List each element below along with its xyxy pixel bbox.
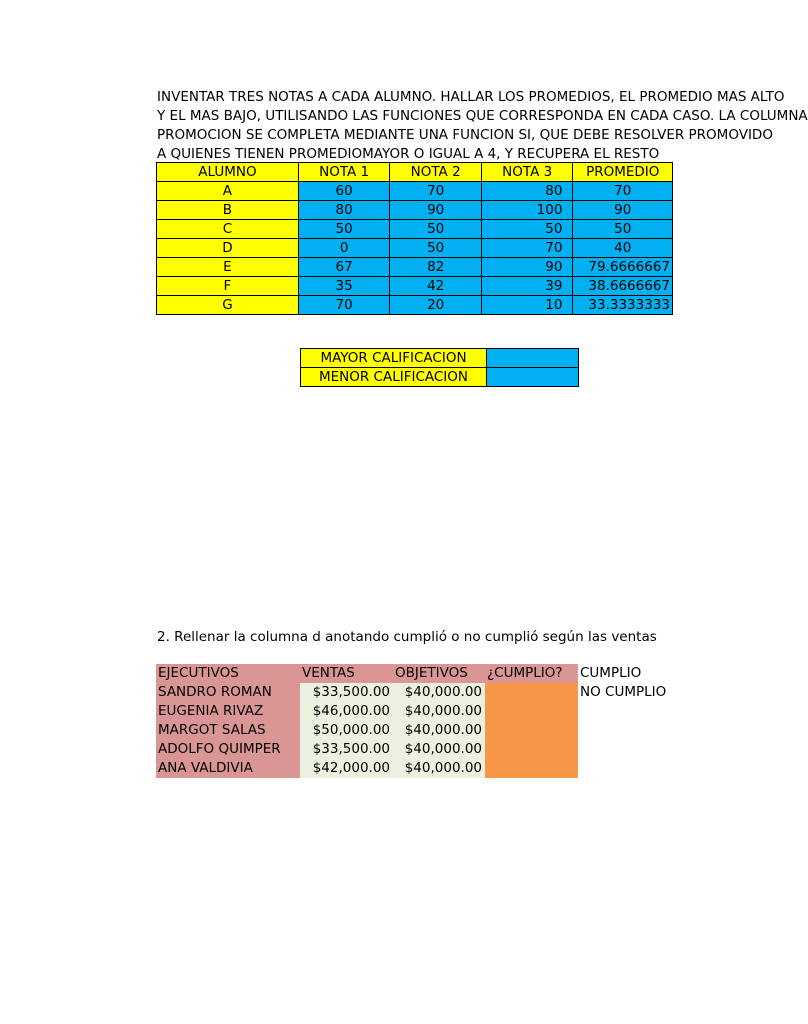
cell-nota-1[interactable]: 0 (298, 239, 390, 258)
cell-promedio[interactable]: 33.3333333 (573, 296, 673, 315)
cell-nota-1[interactable]: 80 (298, 201, 390, 220)
table-row (157, 220, 673, 239)
exercise2-instruction: 2. Rellenar la columna d anotando cumplió o no cumplió según las ventas (157, 629, 657, 645)
empty-cell[interactable] (578, 759, 673, 778)
cell-ejecutivo[interactable]: ADOLFO QUIMPER (156, 740, 300, 759)
cell-objetivo[interactable]: $40,000.00 (393, 759, 485, 778)
instruction-line-1: INVENTAR TRES NOTAS A CADA ALUMNO. HALLAR LOS PROMEDIOS, EL PROMEDIO MAS ALTO (157, 89, 785, 105)
table-row (157, 258, 673, 277)
header-nota-1[interactable]: NOTA 1 (298, 163, 390, 182)
empty-cell[interactable] (578, 740, 673, 759)
cell-nota-1[interactable]: 35 (298, 277, 390, 296)
table-row (156, 740, 673, 759)
cell-cumplio[interactable] (485, 740, 578, 759)
sales-table (156, 664, 673, 778)
grades-header-row (157, 163, 673, 182)
table-row (156, 683, 673, 702)
cell-nota-2[interactable]: 90 (390, 201, 482, 220)
cell-ventas[interactable]: $33,500.00 (300, 740, 393, 759)
cell-nota-3[interactable]: 50 (481, 220, 573, 239)
cell-ventas[interactable]: $50,000.00 (300, 721, 393, 740)
table-row (157, 296, 673, 315)
sales-header-row (156, 664, 673, 683)
cell-nota-1[interactable]: 50 (298, 220, 390, 239)
cell-alumno[interactable]: B (157, 201, 299, 220)
cell-nota-1[interactable]: 70 (298, 296, 390, 315)
cell-alumno[interactable]: E (157, 258, 299, 277)
instruction-line-2: Y EL MAS BAJO, UTILISANDO LAS FUNCIONES QUE CORRESPONDA EN CADA CASO. LA COLUMNA (157, 108, 808, 124)
table-row (301, 368, 579, 387)
table-row (157, 201, 673, 220)
cell-ventas[interactable]: $33,500.00 (300, 683, 393, 702)
table-row (157, 239, 673, 258)
cell-ejecutivo[interactable]: EUGENIA RIVAZ (156, 702, 300, 721)
cell-promedio[interactable]: 38.6666667 (573, 277, 673, 296)
table-row (156, 702, 673, 721)
table-row (157, 277, 673, 296)
cell-nota-3[interactable]: 70 (481, 239, 573, 258)
cell-nota-1[interactable]: 67 (298, 258, 390, 277)
cell-cumplio[interactable] (485, 702, 578, 721)
header-promedio[interactable]: PROMEDIO (573, 163, 673, 182)
instructions-block (157, 88, 808, 166)
exercise2-instruction-container (157, 628, 673, 647)
table-row (156, 759, 673, 778)
cell-cumplio[interactable] (485, 683, 578, 702)
menor-calificacion-label[interactable]: MENOR CALIFICACION (301, 368, 487, 387)
grades-table (156, 162, 673, 315)
cell-alumno[interactable]: C (157, 220, 299, 239)
cell-ventas[interactable]: $46,000.00 (300, 702, 393, 721)
cell-nota-1[interactable]: 60 (298, 182, 390, 201)
cell-ejecutivo[interactable]: ANA VALDIVIA (156, 759, 300, 778)
header-objetivos[interactable]: OBJETIVOS (393, 664, 485, 683)
cell-objetivo[interactable]: $40,000.00 (393, 702, 485, 721)
empty-cell[interactable] (578, 721, 673, 740)
cell-cumplio[interactable] (485, 721, 578, 740)
header-alumno[interactable]: ALUMNO (157, 163, 299, 182)
cell-nota-2[interactable]: 20 (390, 296, 482, 315)
cell-nota-2[interactable]: 82 (390, 258, 482, 277)
header-nota-2[interactable]: NOTA 2 (390, 163, 482, 182)
cell-objetivo[interactable]: $40,000.00 (393, 683, 485, 702)
cell-promedio[interactable]: 70 (573, 182, 673, 201)
cell-ejecutivo[interactable]: MARGOT SALAS (156, 721, 300, 740)
cell-ejecutivo[interactable]: SANDRO ROMAN (156, 683, 300, 702)
cell-nota-2[interactable]: 42 (390, 277, 482, 296)
mayor-calificacion-label[interactable]: MAYOR CALIFICACION (301, 349, 487, 368)
cell-promedio[interactable]: 50 (573, 220, 673, 239)
cell-nota-3[interactable]: 10 (481, 296, 573, 315)
cell-promedio[interactable]: 90 (573, 201, 673, 220)
option-no-cumplio[interactable]: NO CUMPLIO (580, 684, 667, 700)
header-ejecutivos[interactable]: EJECUTIVOS (156, 664, 300, 683)
menor-calificacion-value[interactable] (487, 368, 579, 387)
cell-nota-3[interactable]: 90 (481, 258, 573, 277)
header-nota-3[interactable]: NOTA 3 (481, 163, 573, 182)
table-row (156, 721, 673, 740)
minmax-table (300, 348, 579, 387)
cell-nota-3[interactable]: 80 (481, 182, 573, 201)
grades-table-container (156, 162, 673, 314)
cell-nota-3[interactable]: 100 (481, 201, 573, 220)
cell-alumno[interactable]: G (157, 296, 299, 315)
header-cumplio[interactable]: ¿CUMPLIO? (485, 664, 578, 683)
cell-nota-2[interactable]: 70 (390, 182, 482, 201)
table-row (301, 349, 579, 368)
instruction-line-3: PROMOCION SE COMPLETA MEDIANTE UNA FUNCION SI, QUE DEBE RESOLVER PROMOVIDO (157, 127, 773, 143)
cell-alumno[interactable]: D (157, 239, 299, 258)
sales-table-container (156, 664, 673, 778)
cell-promedio[interactable]: 40 (573, 239, 673, 258)
header-ventas[interactable]: VENTAS (300, 664, 393, 683)
cell-ventas[interactable]: $42,000.00 (300, 759, 393, 778)
cell-promedio[interactable]: 79.6666667 (573, 258, 673, 277)
empty-cell[interactable] (578, 702, 673, 721)
cell-objetivo[interactable]: $40,000.00 (393, 740, 485, 759)
instruction-line-4: A QUIENES TIENEN PROMEDIOMAYOR O IGUAL A 4, Y RECUPERA EL RESTO (157, 146, 660, 162)
cell-nota-3[interactable]: 39 (481, 277, 573, 296)
cell-nota-2[interactable]: 50 (390, 220, 482, 239)
mayor-calificacion-value[interactable] (487, 349, 579, 368)
cell-alumno[interactable]: F (157, 277, 299, 296)
cell-nota-2[interactable]: 50 (390, 239, 482, 258)
cell-cumplio[interactable] (485, 759, 578, 778)
table-row (157, 182, 673, 201)
cell-objetivo[interactable]: $40,000.00 (393, 721, 485, 740)
cell-alumno[interactable]: A (157, 182, 299, 201)
option-cumplio[interactable]: CUMPLIO (580, 665, 642, 681)
